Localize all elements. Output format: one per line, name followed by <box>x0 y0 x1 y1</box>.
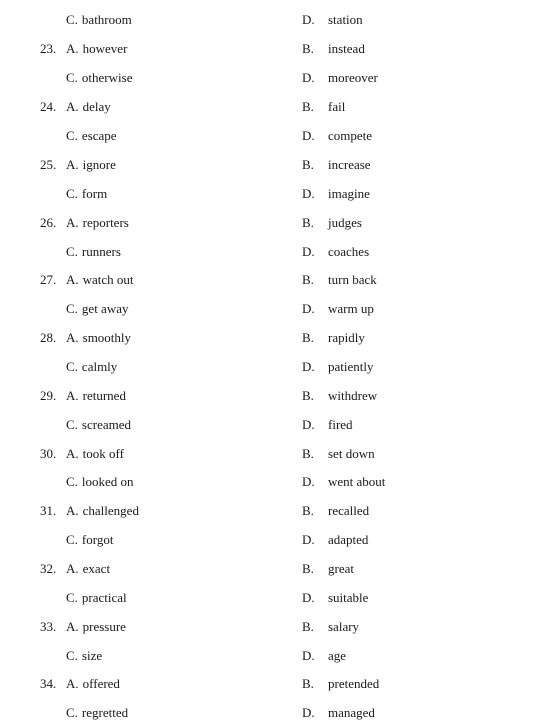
option-letter: A. <box>66 503 79 518</box>
option-text: delay <box>82 99 111 114</box>
option-row <box>0 357 554 377</box>
option-text: suitable <box>328 590 369 605</box>
option-text: get away <box>81 301 129 316</box>
option-letter: B. <box>302 676 314 691</box>
option-right <box>302 184 370 204</box>
option-text: smoothly <box>82 330 132 345</box>
option-letter: B. <box>302 446 314 461</box>
option-text: forgot <box>81 532 114 547</box>
option-text: practical <box>81 590 127 605</box>
question-number: 32. <box>40 561 57 576</box>
option-row <box>0 386 554 406</box>
option-letter: D. <box>302 301 315 316</box>
option-text: otherwise <box>81 70 133 85</box>
option-right <box>302 674 379 694</box>
option-left <box>66 39 127 59</box>
option-letter: D. <box>302 532 315 547</box>
option-row <box>0 501 554 521</box>
option-letter: A. <box>66 272 79 287</box>
option-text: great <box>328 561 354 576</box>
option-row <box>0 184 554 204</box>
question-number: 31. <box>40 503 57 518</box>
option-letter: D. <box>302 474 315 489</box>
option-left <box>66 299 128 319</box>
option-right <box>302 126 372 146</box>
option-text: regretted <box>81 705 129 720</box>
option-text: adapted <box>328 532 369 547</box>
option-row <box>0 646 554 666</box>
option-letter: C. <box>66 648 78 663</box>
question-number: 24. <box>40 99 57 114</box>
option-left <box>66 242 121 262</box>
option-row <box>0 703 554 723</box>
option-row <box>0 415 554 435</box>
question-number: 23. <box>40 41 57 56</box>
option-right <box>302 39 365 59</box>
option-left <box>66 213 129 233</box>
option-text: runners <box>81 244 121 259</box>
option-left <box>66 270 134 290</box>
option-row <box>0 617 554 637</box>
option-letter: C. <box>66 244 78 259</box>
option-letter: C. <box>66 705 78 720</box>
option-text: fail <box>328 99 346 114</box>
option-text: instead <box>328 41 365 56</box>
option-text: pretended <box>328 676 380 691</box>
option-left <box>66 126 117 146</box>
option-text: reporters <box>82 215 129 230</box>
option-letter: A. <box>66 619 79 634</box>
option-letter: D. <box>302 417 315 432</box>
option-text: recalled <box>328 503 370 518</box>
option-text: form <box>81 186 108 201</box>
option-text: increase <box>328 157 371 172</box>
option-letter: D. <box>302 705 315 720</box>
question-number: 33. <box>40 619 57 634</box>
option-text: patiently <box>328 359 374 374</box>
question-number: 25. <box>40 157 57 172</box>
option-row <box>0 155 554 175</box>
option-text: escape <box>81 128 117 143</box>
option-letter: B. <box>302 41 314 56</box>
option-letter: B. <box>302 99 314 114</box>
option-row <box>0 270 554 290</box>
option-right <box>302 646 346 666</box>
option-text: screamed <box>81 417 132 432</box>
option-left <box>66 444 124 464</box>
option-row <box>0 328 554 348</box>
option-letter: D. <box>302 590 315 605</box>
option-text: watch out <box>82 272 134 287</box>
option-right <box>302 501 369 521</box>
option-text: withdrew <box>328 388 378 403</box>
option-left <box>66 588 127 608</box>
option-row <box>0 299 554 319</box>
option-text: set down <box>328 446 375 461</box>
option-text: compete <box>328 128 373 143</box>
option-left <box>66 328 131 348</box>
option-text: station <box>328 12 363 27</box>
option-text: salary <box>328 619 360 634</box>
option-right <box>302 617 359 637</box>
option-letter: D. <box>302 244 315 259</box>
option-letter: A. <box>66 99 79 114</box>
option-right <box>302 357 374 377</box>
option-text: returned <box>82 388 126 403</box>
option-right <box>302 97 345 117</box>
option-text: pressure <box>82 619 126 634</box>
option-right <box>302 415 353 435</box>
option-letter: D. <box>302 648 315 663</box>
option-row <box>0 213 554 233</box>
option-text: judges <box>328 215 362 230</box>
question-number: 30. <box>40 446 57 461</box>
option-row <box>0 97 554 117</box>
option-letter: C. <box>66 474 78 489</box>
option-letter: B. <box>302 388 314 403</box>
option-letter: A. <box>66 446 79 461</box>
option-row <box>0 10 554 30</box>
option-text: coaches <box>328 244 370 259</box>
question-number: 28. <box>40 330 57 345</box>
option-text: calmly <box>81 359 118 374</box>
option-letter: A. <box>66 330 79 345</box>
option-row <box>0 39 554 59</box>
option-text: looked on <box>81 474 134 489</box>
option-row <box>0 674 554 694</box>
option-left <box>66 68 132 88</box>
option-left <box>66 617 126 637</box>
option-right <box>302 242 369 262</box>
option-letter: B. <box>302 503 314 518</box>
option-right <box>302 530 368 550</box>
option-left <box>66 646 102 666</box>
option-right <box>302 703 375 723</box>
option-text: went about <box>328 474 386 489</box>
option-text: fired <box>328 417 353 432</box>
option-left <box>66 559 110 579</box>
option-letter: C. <box>66 301 78 316</box>
option-text: took off <box>82 446 124 461</box>
option-letter: B. <box>302 157 314 172</box>
option-row <box>0 559 554 579</box>
question-number: 26. <box>40 215 57 230</box>
option-left <box>66 386 126 406</box>
option-letter: A. <box>66 561 79 576</box>
option-letter: C. <box>66 186 78 201</box>
option-letter: B. <box>302 330 314 345</box>
option-left <box>66 10 132 30</box>
option-right <box>302 299 374 319</box>
option-right <box>302 155 371 175</box>
option-letter: D. <box>302 70 315 85</box>
option-text: however <box>82 41 128 56</box>
option-left <box>66 674 120 694</box>
option-text: exact <box>82 561 111 576</box>
option-left <box>66 415 131 435</box>
option-letter: D. <box>302 128 315 143</box>
option-letter: D. <box>302 186 315 201</box>
question-number: 29. <box>40 388 57 403</box>
option-letter: A. <box>66 388 79 403</box>
question-number: 27. <box>40 272 57 287</box>
option-row <box>0 588 554 608</box>
option-letter: A. <box>66 157 79 172</box>
option-right <box>302 270 377 290</box>
option-text: warm up <box>328 301 374 316</box>
option-letter: B. <box>302 272 314 287</box>
option-left <box>66 155 116 175</box>
option-letter: C. <box>66 532 78 547</box>
question-number: 34. <box>40 676 57 691</box>
option-letter: C. <box>66 70 78 85</box>
option-text: size <box>81 648 103 663</box>
option-row <box>0 68 554 88</box>
option-row <box>0 530 554 550</box>
option-letter: A. <box>66 215 79 230</box>
option-letter: C. <box>66 590 78 605</box>
option-text: managed <box>328 705 375 720</box>
option-right <box>302 68 378 88</box>
option-right <box>302 559 354 579</box>
option-text: moreover <box>328 70 378 85</box>
option-right <box>302 444 375 464</box>
option-letter: C. <box>66 417 78 432</box>
option-row <box>0 444 554 464</box>
option-left <box>66 97 111 117</box>
option-row <box>0 242 554 262</box>
option-letter: B. <box>302 561 314 576</box>
option-row <box>0 472 554 492</box>
option-text: ignore <box>82 157 116 172</box>
option-left <box>66 703 128 723</box>
option-letter: B. <box>302 215 314 230</box>
option-right <box>302 213 362 233</box>
option-letter: A. <box>66 41 79 56</box>
option-text: offered <box>82 676 120 691</box>
option-text: age <box>328 648 347 663</box>
option-letter: C. <box>66 128 78 143</box>
option-left <box>66 357 117 377</box>
option-left <box>66 501 139 521</box>
option-letter: B. <box>302 619 314 634</box>
option-letter: C. <box>66 12 78 27</box>
option-row <box>0 126 554 146</box>
option-right <box>302 328 365 348</box>
option-letter: C. <box>66 359 78 374</box>
option-text: challenged <box>82 503 139 518</box>
option-text: bathroom <box>81 12 132 27</box>
option-text: imagine <box>328 186 370 201</box>
option-right <box>302 472 385 492</box>
option-right <box>302 588 368 608</box>
option-left <box>66 530 113 550</box>
option-letter: D. <box>302 359 315 374</box>
option-right <box>302 10 363 30</box>
option-letter: A. <box>66 676 79 691</box>
option-left <box>66 184 107 204</box>
option-left <box>66 472 134 492</box>
option-text: rapidly <box>328 330 365 345</box>
option-letter: D. <box>302 12 315 27</box>
option-right <box>302 386 377 406</box>
option-text: turn back <box>328 272 377 287</box>
